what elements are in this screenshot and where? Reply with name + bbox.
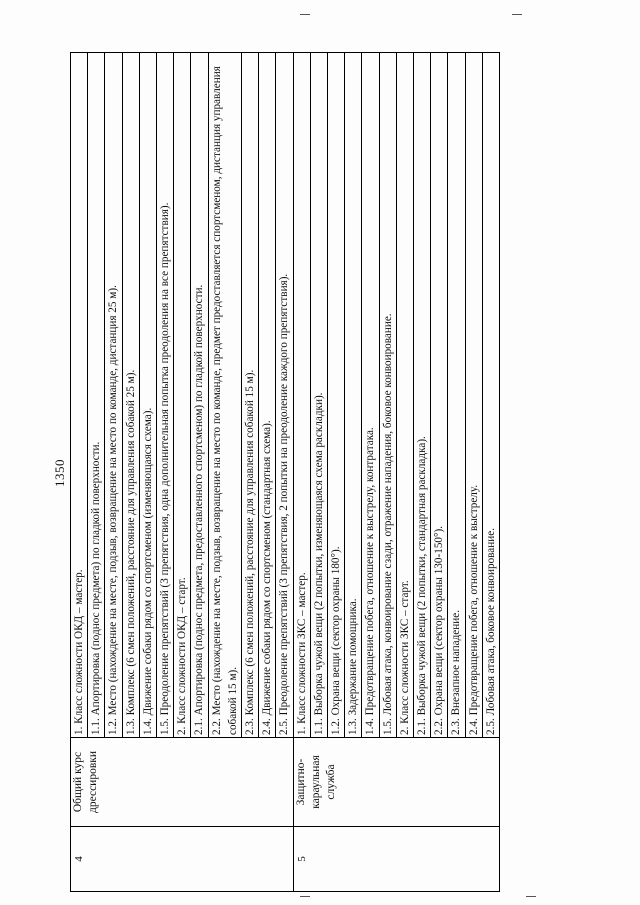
list-item: 1.2. Место (нахождение на месте, подзыв, возвращение на место по команде, дистанция 25 м). <box>105 53 122 737</box>
list-item: 2.5. Преодоление препятствий (3 препятствия, 2 попытки на преодоление каждого препятствия). <box>278 273 291 735</box>
table-row <box>293 53 499 892</box>
course-name-line1: Общий курс <box>72 751 84 813</box>
list-item: 1.2. Охрана вещи (сектор охраны 180°). <box>328 53 345 737</box>
scan-mark <box>300 14 310 15</box>
list-item: 2.4. Движение собаки рядом со спортсменом (стандартная схема). <box>259 53 276 737</box>
list-item: 1.4. Движение собаки рядом со спортсменом (изменяющаяся схема). <box>140 53 157 737</box>
course-content <box>293 53 499 738</box>
list-item: 2.2. Место (нахождение на месте, подзыв, возвращение на место по команде, предмет предоставляется спортсменом, дистанция управления собакой 15 м). <box>209 53 242 737</box>
rotated-sheet <box>52 52 596 892</box>
course-name <box>293 738 499 827</box>
scan-mark <box>300 896 310 897</box>
scan-mark <box>526 896 536 897</box>
list-item: 1.1. Апортировка (поднос предмета) по гладкой поверхности. <box>88 53 105 737</box>
scan-mark <box>512 14 522 15</box>
list-item: 1.5. Лобовая атака, конвоирование сзади, отражение нападения, боковое конвоирование. <box>380 53 397 737</box>
curriculum-table <box>70 52 500 892</box>
list-item: 2.1. Апортировка (поднос предмета, предоставленного спортсменом) по гладкой поверхности. <box>191 53 208 737</box>
list-item: 1.3. Комплекс (6 смен положений, расстояние для управления собакой 25 м). <box>123 53 140 737</box>
list-item: 2. Класс сложности ЗКС – старт. <box>397 53 414 737</box>
list-item: 1.5. Преодоление препятствий (3 препятствия, одна дополнительная попытка преодоления на все препятствия). <box>157 53 174 737</box>
list-item: 1. Класс сложности ЗКС – мастер. <box>294 53 311 737</box>
list-item: 2.5. Лобовая атака, боковое конвоирование. <box>484 527 497 735</box>
course-name-line1: Защитно-караульная <box>294 755 322 809</box>
row-number: 5 <box>293 827 499 892</box>
list-item: 2.4. Предотвращение побега, отношение к выстрелу. <box>466 53 483 737</box>
list-item: 1.3. Задержание помощника. <box>345 53 362 737</box>
table-row <box>71 53 294 892</box>
course-name <box>71 738 294 827</box>
page-number: 1350 <box>52 459 67 487</box>
list-item: 2.3. Комплекс (6 смен положений, расстояние для управления собакой 15 м). <box>242 53 259 737</box>
course-name-line2: служба <box>324 764 337 800</box>
course-content <box>71 53 294 738</box>
list-item: 2. Класс сложности ОКД – старт. <box>174 53 191 737</box>
row-number: 4 <box>71 827 294 892</box>
list-item: 2.2. Охрана вещи (сектор охраны 130-150°). <box>431 53 448 737</box>
list-item: 2.1. Выборка чужой вещи (2 попытки, стандартная раскладка). <box>414 53 431 737</box>
list-item: 1.1. Выборка чужой вещи (2 попытки, изменяющаяся схема раскладки). <box>311 53 328 737</box>
list-item: 1.4. Предотвращение побега, отношение к выстрелу, контратака. <box>362 53 379 737</box>
list-item: 2.3. Внезапное нападение. <box>448 53 465 737</box>
course-name-line2: дрессировки <box>87 750 99 814</box>
list-item: 1. Класс сложности ОКД – мастер. <box>71 53 88 737</box>
